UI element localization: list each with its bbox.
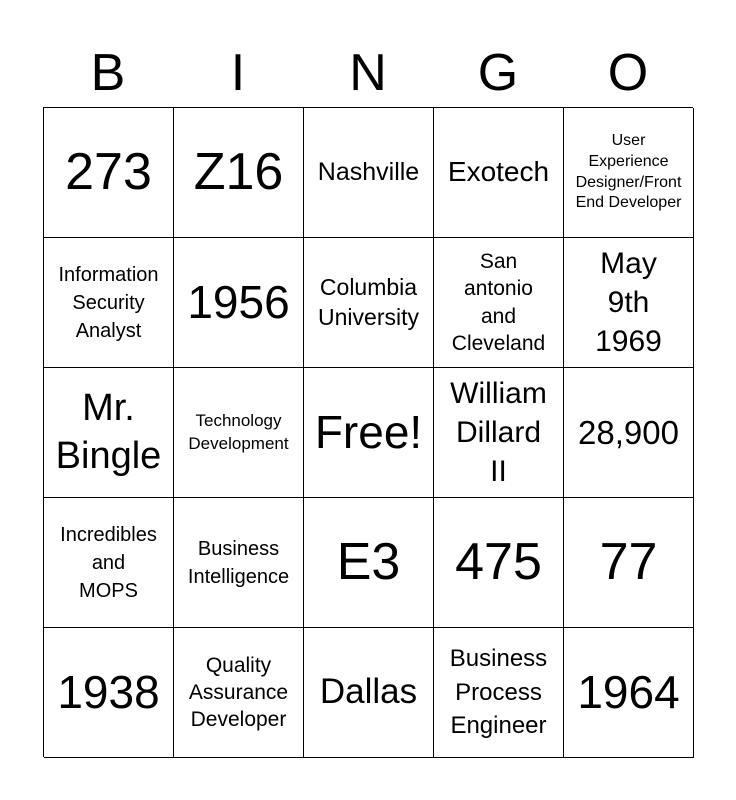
bingo-cell[interactable] [44,238,174,368]
bingo-cell[interactable] [434,108,564,238]
bingo-cell[interactable] [564,368,694,498]
bingo-cell[interactable] [174,108,304,238]
bingo-cell[interactable] [174,498,304,628]
bingo-cell[interactable] [304,108,434,238]
cell-text: San antonio and Cleveland [451,249,546,355]
cell-text: E3 [336,532,401,591]
cell-text: Nashville [317,158,420,187]
bingo-cell[interactable] [304,628,434,758]
bingo-cell[interactable] [304,368,434,498]
cell-text: William Dillard II [450,377,547,488]
bingo-cell[interactable] [304,238,434,368]
bingo-cell[interactable] [44,628,174,758]
bingo-cell[interactable] [434,368,564,498]
bingo-cell[interactable] [564,498,694,628]
cell-text: Information Security Analyst [58,263,159,342]
bingo-cell[interactable] [434,238,564,368]
cell-text: Business Process Engineer [449,645,548,740]
cell-text: 28,900 [578,413,679,451]
bingo-cell[interactable] [434,628,564,758]
bingo-board [43,107,693,757]
bingo-cell[interactable] [44,498,174,628]
cell-text: Mr. Bingle [55,387,162,477]
header-letter-o: O [607,44,649,102]
bingo-cell[interactable] [174,628,304,758]
cell-text: 475 [455,532,542,591]
header-letter-n: N [349,44,387,102]
bingo-cell[interactable] [564,238,694,368]
cell-text: Columbia University [318,273,419,330]
bingo-cell[interactable] [44,108,174,238]
bingo-cell[interactable] [44,368,174,498]
cell-text: Z16 [193,142,284,201]
cell-text: Technology Development [188,410,289,453]
bingo-cell[interactable] [174,238,304,368]
bingo-cell[interactable] [434,498,564,628]
cell-text: Incredibles and MOPS [60,523,157,602]
header-letter-i: I [230,44,246,102]
cell-text: User Experience Designer/Front End Developer [575,131,682,212]
cell-text: 1938 [57,666,160,719]
cell-text: 273 [65,142,152,201]
cell-text: Dallas [319,672,418,712]
cell-text: Exotech [447,156,550,188]
bingo-cell[interactable] [564,628,694,758]
bingo-cell[interactable] [174,368,304,498]
cell-text: May 9th 1969 [595,247,662,358]
cell-text: 77 [599,532,658,591]
cell-text: 1956 [187,276,290,329]
bingo-cell[interactable] [564,108,694,238]
bingo-cell[interactable] [304,498,434,628]
header-letter-g: G [477,44,519,102]
bingo-header [43,40,693,106]
cell-text: Business Intelligence [187,537,290,588]
cell-text: Quality Assurance Developer [188,653,289,732]
cell-text: Free! [314,406,423,459]
cell-text: 1964 [577,666,680,719]
header-letter-b: B [90,44,126,102]
